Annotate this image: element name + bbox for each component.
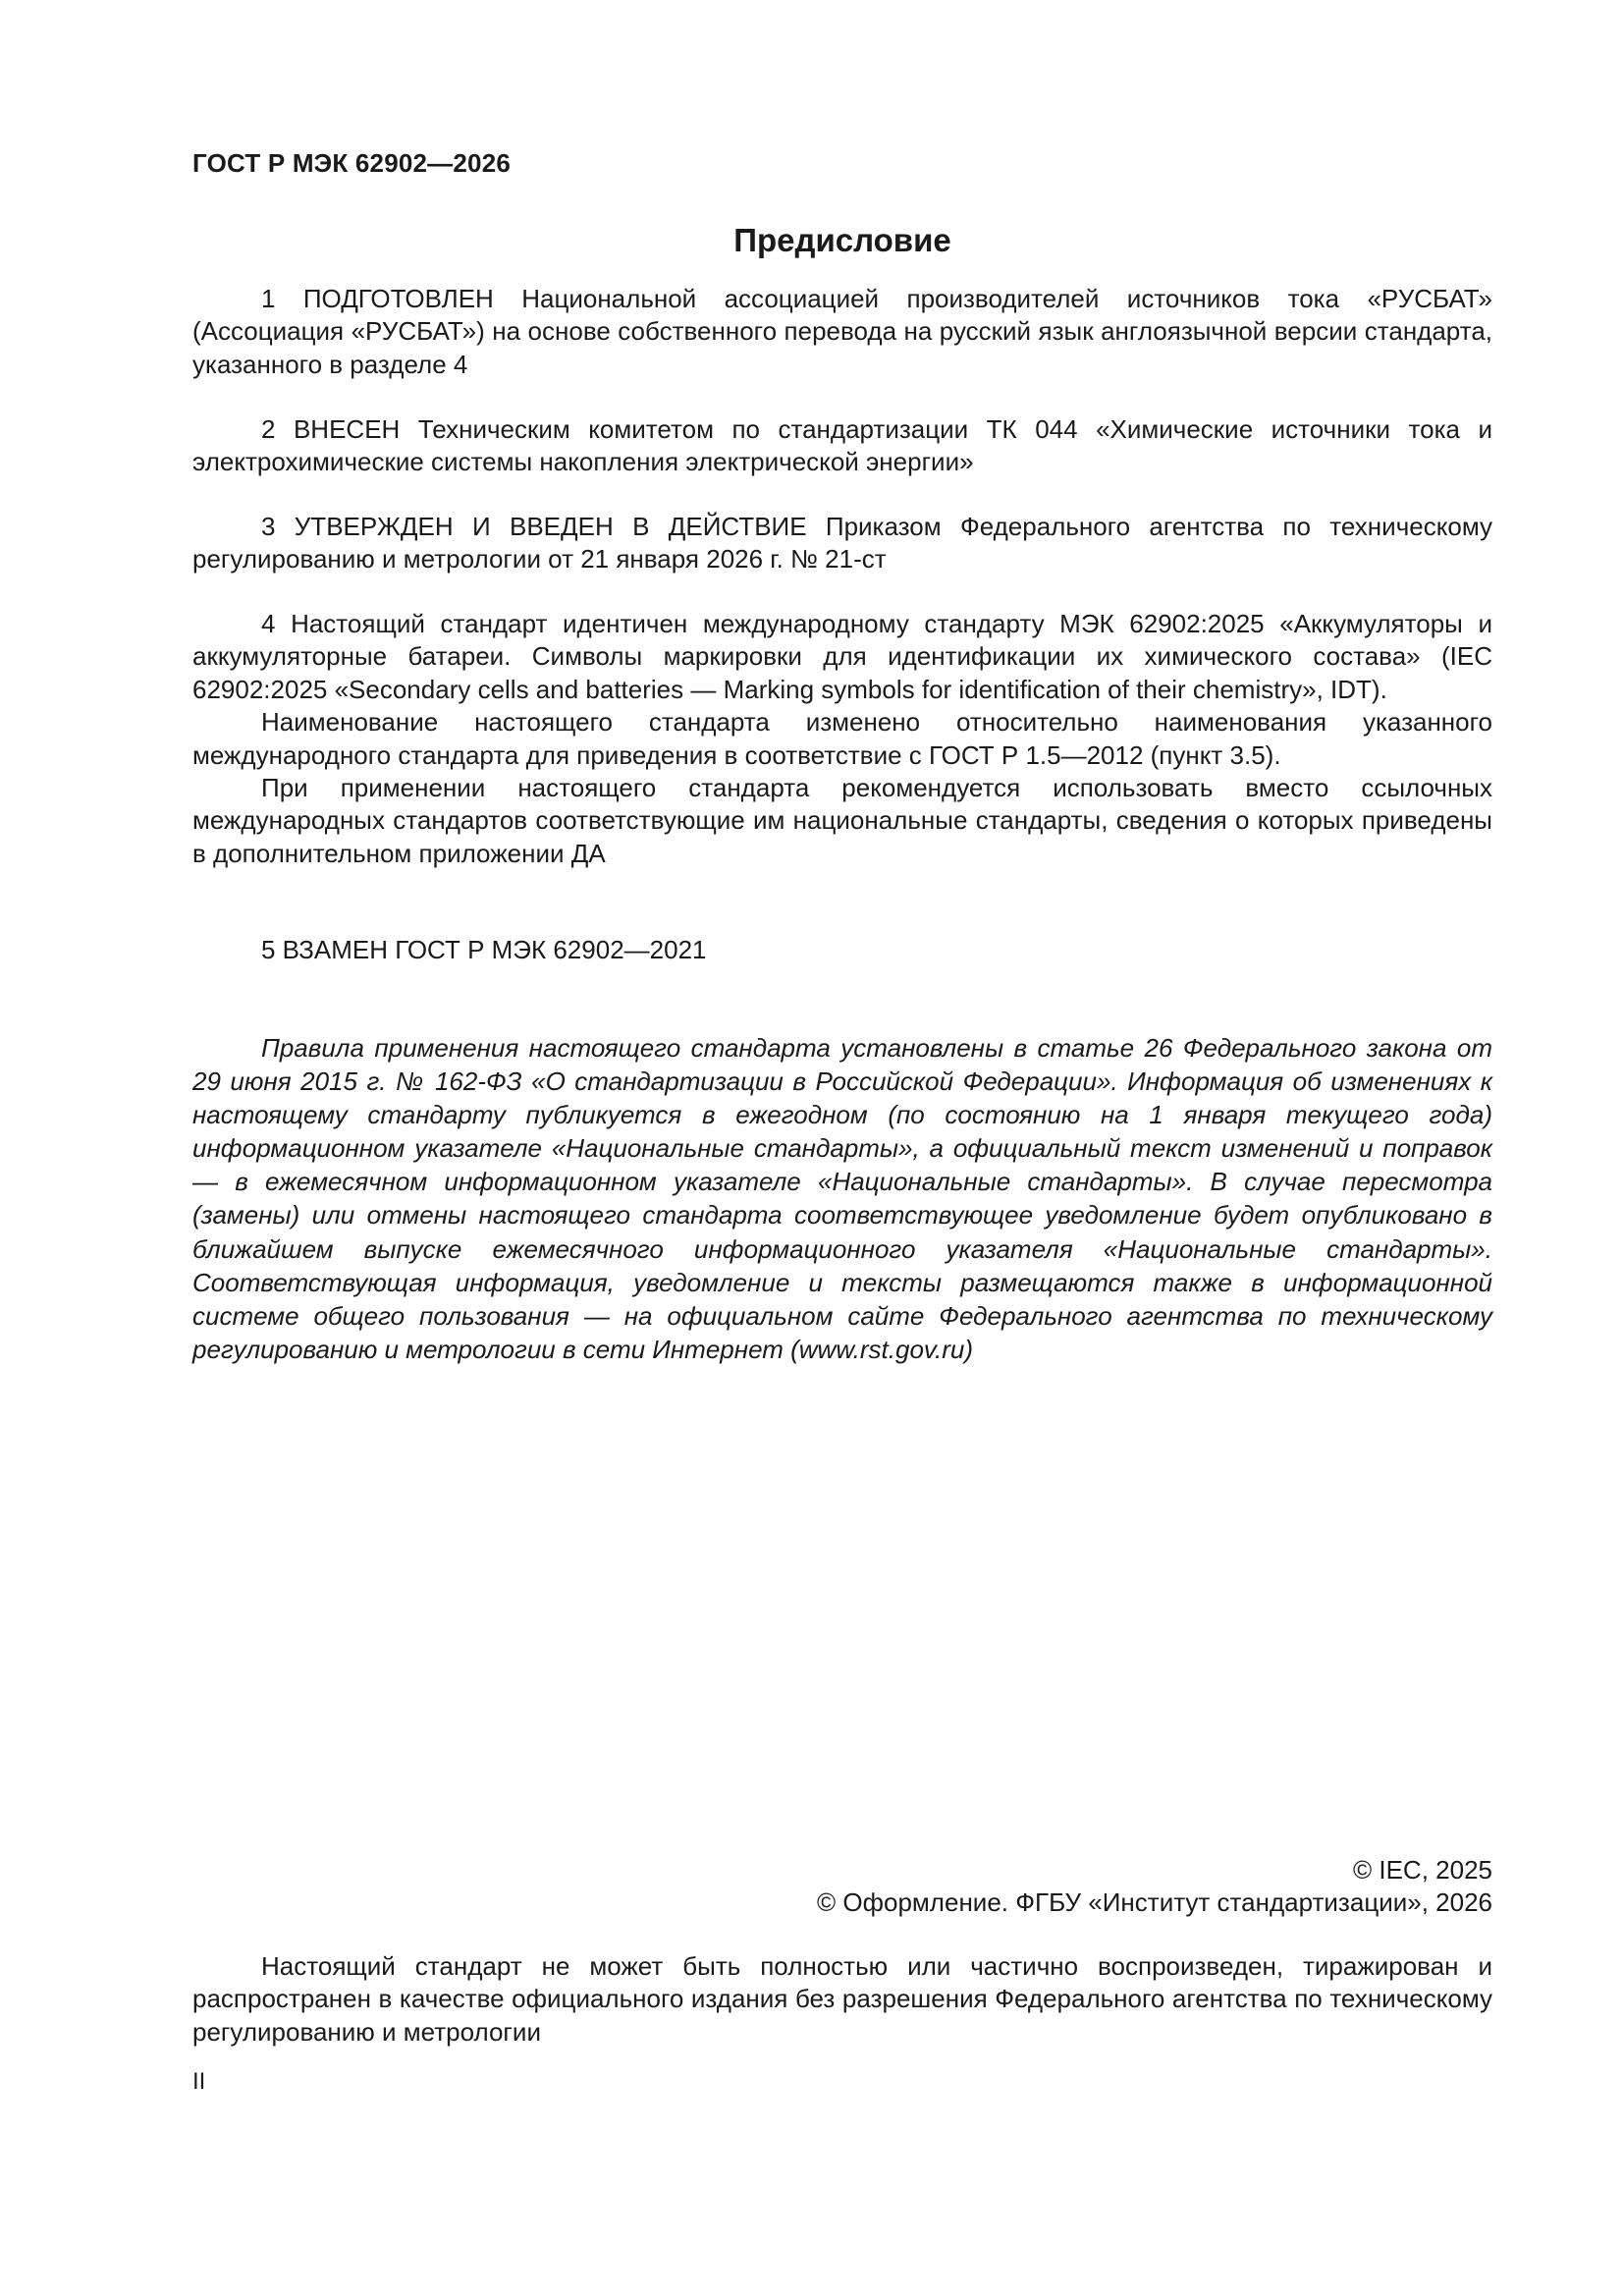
section-5-text: 5 ВЗАМЕН ГОСТ Р МЭК 62902—2021 [261,935,707,964]
section-5 [192,934,1492,966]
section-3 [192,511,1492,576]
copyright-block [817,1854,1492,1920]
section-4-paragraph-2: Наименование настоящего стандарта изменено относительно наименования указанного международного стандарта для приведения в соответствие с ГОСТ Р 1.5—2012 (пункт 3.5). [192,707,1492,770]
page-number: II [192,2068,206,2095]
reproduction-rights-text: Настоящий стандарт не может быть полностью или частично воспроизведен, тиражирован и распространен в качестве официального издания без разрешения Федерального агентства по техническому регулированию и метрологии [192,1951,1492,2047]
section-2 [192,413,1492,479]
reproduction-rights-notice [192,1950,1492,2049]
document-code-header: ГОСТ Р МЭК 62902—2026 [192,148,512,178]
section-2-text: 2 ВНЕСЕН Техническим комитетом по стандартизации ТК 044 «Химические источники тока и электрохимические системы накопления электрической энергии» [192,414,1492,477]
copyright-design: © Оформление. ФГБУ «Институт стандартизации», 2026 [817,1887,1492,1918]
section-1-text: 1 ПОДГОТОВЛЕН Национальной ассоциацией производителей источников тока «РУСБАТ» (Ассоциация «РУСБАТ») на основе собственного перевода на русский язык англоязычной версии стандарта, указанного в разделе 4 [192,284,1492,379]
section-3-text: 3 УТВЕРЖДЕН И ВВЕДЕН В ДЕЙСТВИЕ Приказом Федерального агентства по техническому регулированию и метрологии от 21 января 2026 г. № 21-ст [192,512,1492,574]
section-4 [192,608,1492,870]
section-4-paragraph-1: 4 Настоящий стандарт идентичен международному стандарту МЭК 62902:2025 «Аккумуляторы и аккумуляторные батареи. Символы маркировки для идентификации их химического состава» (IEC 62902:2025 «Secondary cells and batteries — Marking symbols for identification of their chemistry», IDT). [192,609,1492,704]
application-rules-text: Правила применения настоящего стандарта установлены в статье 26 Федерального закона от 29 июня 2015 г. № 162-ФЗ «О стандартизации в Российской Федерации». Информация об изменениях к настоящему стандарту публикуется в ежегодном (по состоянию на 1 января текущего года) информационном указателе «Национальные стандарты», а официальный текст изменений и поправок — в ежемесячном информационном указателе «Национальные стандарты». В случае пересмотра (замены) или отмены настоящего стандарта соответствующее уведомление будет опубликовано в ближайшем выпуске ежемесячного информационного указателя «Национальные стандарты». Соответствующая информация, уведомление и тексты размещаются также в информационной системе общего пользования — на официальном сайте Федерального агентства по техническому регулированию и метрологии в сети Интернет (www.rst.gov.ru) [192,1033,1492,1364]
copyright-iec: © IEC, 2025 [1352,1855,1492,1885]
section-4-paragraph-3: При применении настоящего стандарта рекомендуется использовать вместо ссылочных международных стандартов соответствующие им национальные стандарты, сведения о которых приведены в дополнительном приложении ДА [192,773,1492,868]
application-rules-notice [192,1031,1492,1366]
section-1 [192,283,1492,381]
page-title: Предисловие [733,222,951,258]
document-page [192,0,1492,2296]
